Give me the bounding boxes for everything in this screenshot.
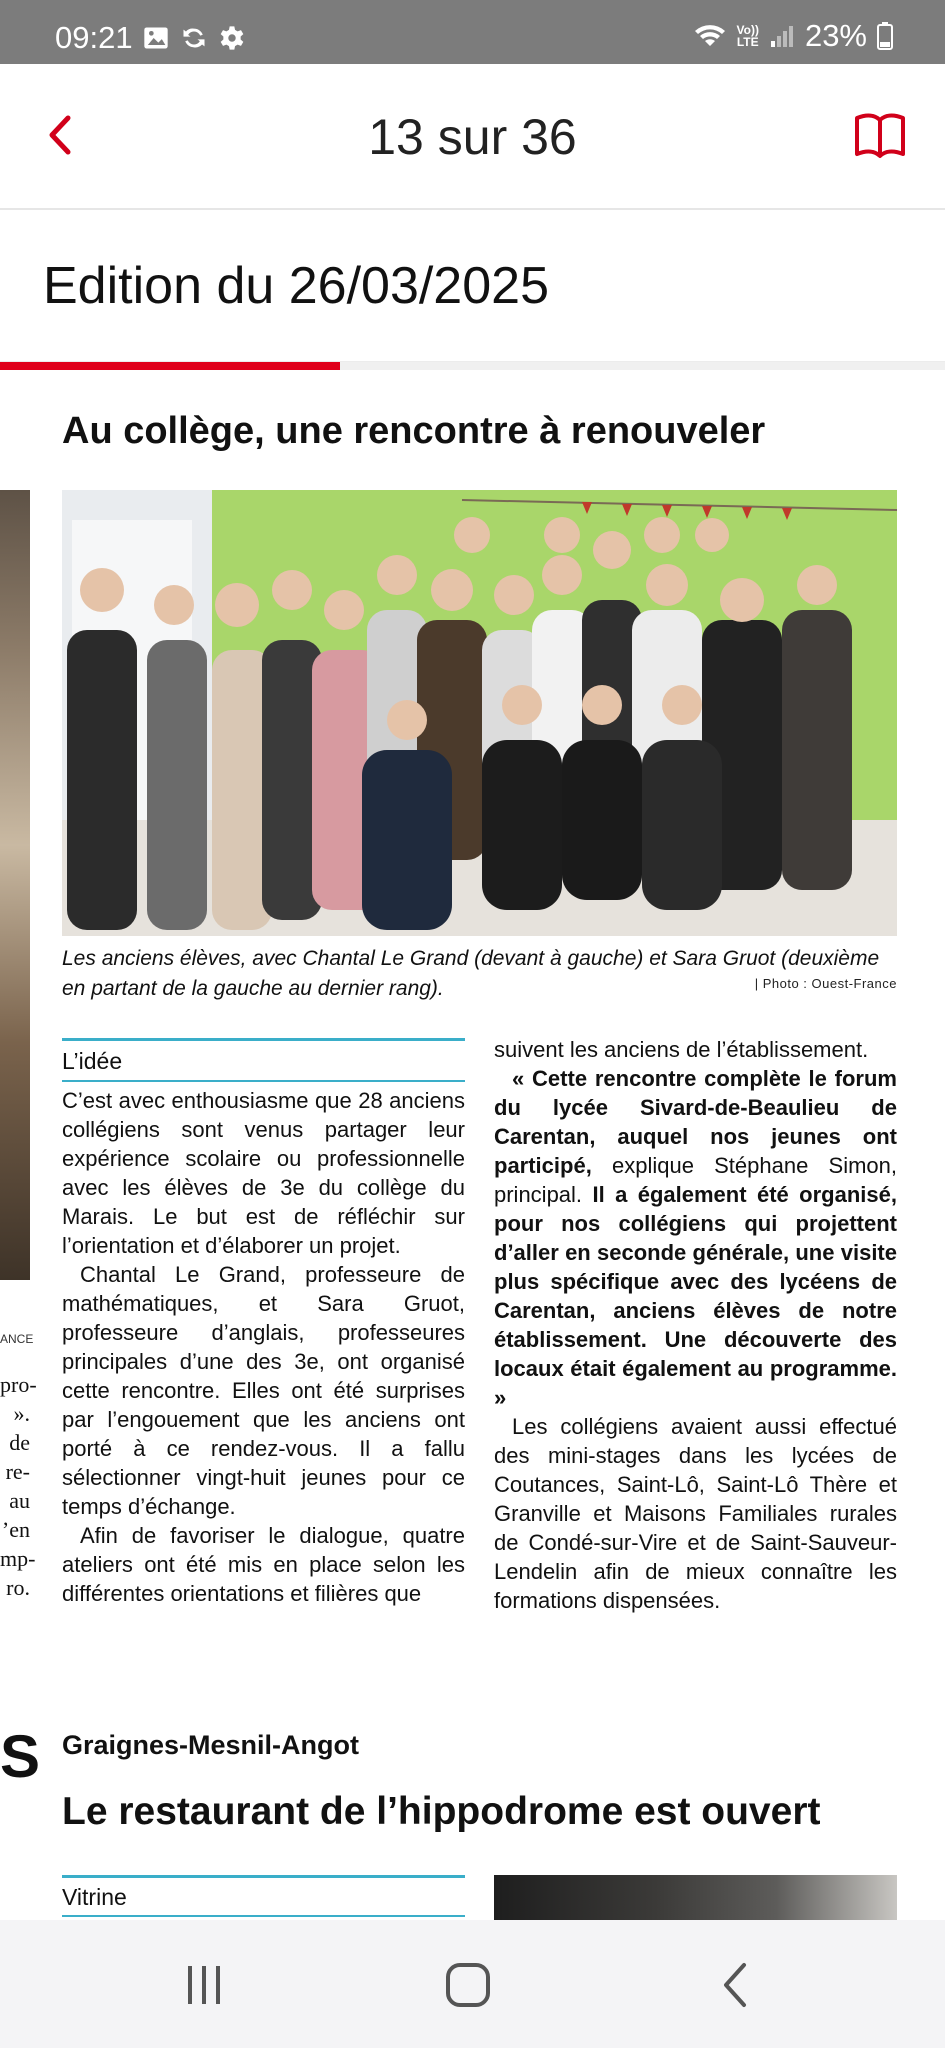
adjacent-article-photo (0, 490, 30, 1280)
adjacent-article-text (0, 1370, 37, 1602)
next-article-kicker: Graignes-Mesnil-Angot (62, 1730, 360, 1760)
volte-indicator (737, 24, 759, 48)
home-button[interactable] (438, 1960, 498, 2010)
page-progress-bar (0, 362, 945, 370)
sync-icon (180, 24, 208, 52)
article-title: Au collège, une rencontre à renouveler (62, 410, 766, 452)
article-paragraph: suivent les anciens de l’établissement. (494, 1037, 869, 1062)
home-icon (438, 1960, 498, 2010)
edition-bar (0, 212, 945, 362)
adjacent-line: pro- (0, 1372, 37, 1397)
article-paragraph: Afin de favoriser le dialogue, quatre ateliers ont été mis en place selon les différentes orientations et filières que (62, 1523, 465, 1606)
battery-icon (877, 22, 893, 50)
reader-header (0, 64, 945, 210)
adjacent-line: ». (13, 1401, 30, 1426)
adjacent-line: ’en (1, 1517, 30, 1542)
article-column-1 (62, 1038, 465, 1608)
reader-mode-button[interactable] (853, 112, 907, 160)
group-photo-image (62, 490, 897, 936)
next-article-rubric: Vitrine (62, 1875, 465, 1917)
status-right-group (693, 18, 893, 54)
recent-apps-icon (174, 1960, 234, 2010)
article-paragraph: Chantal Le Grand, professeure de mathématiques, et Sara Gruot, professeure d’anglais, professeures principales d’une des 3e, ont organisé cette rencontre. Elles ont été surprises par l’engouement que les anciens ont porté à ce rendez-vous. Il a fallu sélectionner vingt-huit jeunes pour ce temps d’échange. (62, 1262, 465, 1519)
page-indicator: 13 sur 36 (368, 109, 577, 165)
settings-gear-icon (218, 24, 246, 52)
group-photo (62, 490, 897, 936)
article-quote-paragraph (494, 1064, 897, 1412)
adjacent-line: au (9, 1488, 30, 1513)
volte-bottom: LTE (736, 35, 759, 49)
page-progress-fill (0, 362, 340, 370)
quote-bold-part: « Cette rencontre complète le forum du lycée Sivard-de-Beaulieu de Carentan, auquel nos jeunes ont participé, (494, 1066, 897, 1178)
open-book-icon (853, 112, 907, 160)
recent-apps-button[interactable] (174, 1960, 234, 2010)
photo-credit: | Photo : Ouest-France (754, 976, 897, 991)
wifi-icon (693, 21, 727, 51)
newspaper-page[interactable] (0, 370, 945, 1920)
adjacent-headline-fragment: S (0, 1723, 41, 1790)
system-back-button[interactable] (706, 1960, 766, 2010)
article-rubric: L’idée (62, 1038, 465, 1082)
status-notification-icons (142, 24, 246, 52)
adjacent-photo-credit: ANCE (0, 1332, 34, 1346)
battery-percent: 23% (804, 18, 867, 53)
volte-top: Vo)) (736, 23, 759, 37)
status-bar (0, 0, 945, 64)
quote-bold-part: Il a également été organisé, pour nos collégiens qui projettent d’aller en seconde générale, une visite plus spécifique avec des lycéens de Carentan, anciens élèves de notre établissement. Une découverte des locaux était également au programme. » (494, 1182, 897, 1410)
article-paragraph: Les collégiens avaient aussi effectué des mini-stages dans les lycées de Coutances, Saint-Lô, Saint-Lô Thère et Granville et Maisons Familiales rurales de Condé-sur-Vire et de Saint-Sauveur-Lendelin afin de mieux connaître les formations dispensées. (494, 1414, 897, 1613)
photo-caption: Les anciens élèves, avec Chantal Le Grand (devant à gauche) et Sara Gruot (deuxième en partant de la gauche au dernier rang). (62, 947, 880, 1000)
back-icon (706, 1960, 766, 2010)
article-paragraph: C’est avec enthousiasme que 28 anciens collégiens sont venus partager leur expérience scolaire ou professionnelle avec les élèves de 3e du collège du Marais. Le but est de réfléchir sur l’orientation et d’élaborer un projet. (62, 1088, 465, 1258)
gallery-icon (142, 24, 170, 52)
signal-icon (769, 23, 795, 49)
adjacent-line: de (9, 1430, 30, 1455)
adjacent-line: ro. (6, 1575, 30, 1600)
system-navigation-bar (0, 1920, 945, 2048)
article-column-2 (494, 1035, 897, 1615)
edition-title: Edition du 26/03/2025 (43, 257, 549, 315)
adjacent-line: re- (5, 1459, 30, 1484)
status-time: 09:21 (55, 20, 133, 55)
quote-plain-part: explique Stéphane Simon, principal. (494, 1153, 897, 1207)
adjacent-line: mp- (0, 1546, 36, 1571)
next-article-headline: Le restaurant de l’hippodrome est ouvert (62, 1790, 821, 1833)
